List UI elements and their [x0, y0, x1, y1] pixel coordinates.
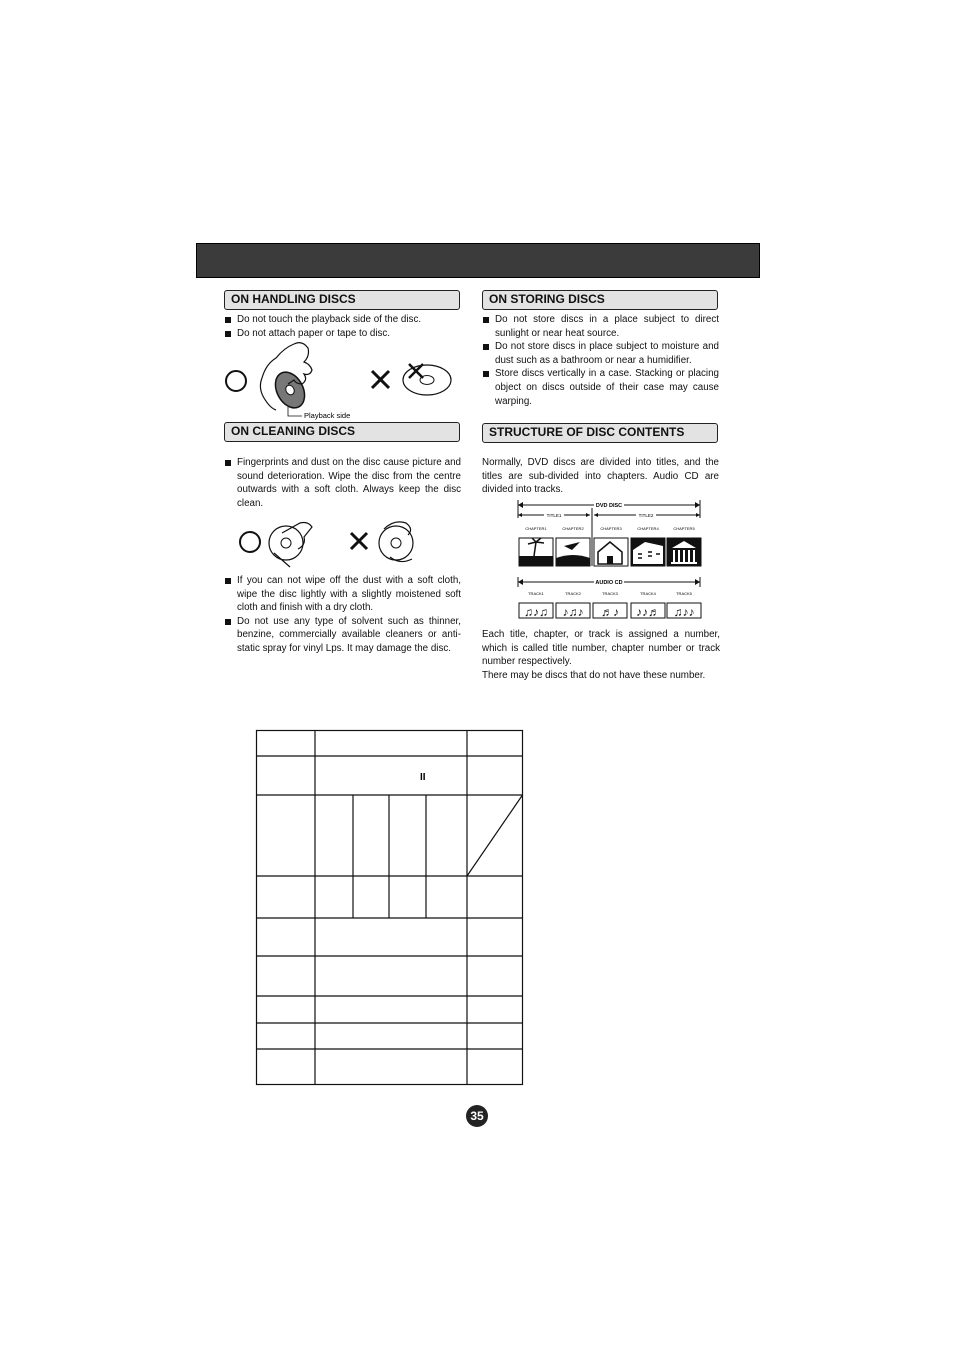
storing-heading: ON STORING DISCS	[482, 290, 718, 310]
structure-intro	[482, 456, 719, 497]
cleaning-list-top	[224, 456, 461, 510]
structure-outro-text: Each title, chapter, or track is assigned a number, which is called title number, chapter number or track number respectively.	[482, 629, 720, 668]
music-note-icon: ♪♫♪	[562, 605, 584, 619]
chapter-image-palm-icon	[519, 538, 553, 566]
structure-outro-note: There may be discs that do not have these number.	[482, 669, 706, 681]
cleaning-illustration	[234, 513, 434, 569]
handling-heading: ON HANDLING DISCS	[224, 290, 460, 310]
chapter-label: CHAPTER1	[525, 526, 547, 531]
music-note-icon: ♬♪	[601, 605, 619, 619]
track-label: TRACK1	[528, 591, 544, 596]
music-note-icon: ♪♪♬	[636, 605, 660, 619]
chapter-image-building-icon	[631, 538, 665, 566]
storing-item: Do not store discs in place subject to moisture and dust such as a bathroom or near a humidifier.	[482, 340, 719, 367]
ok-circle-icon	[240, 532, 260, 552]
title-label: TITLE1	[546, 513, 562, 518]
chapter-label: CHAPTER2	[562, 526, 584, 531]
cleaning-heading: ON CLEANING DISCS	[224, 422, 460, 442]
dvd-disc-label: DVD DISC	[595, 503, 623, 509]
spec-table	[255, 729, 525, 1087]
audio-cd-label: AUDIO CD	[595, 580, 623, 586]
handling-illustration	[222, 338, 462, 422]
ng-cross-icon	[351, 533, 367, 549]
chapter-label: CHAPTER3	[600, 526, 622, 531]
cleaning-item: Do not use any type of solvent such as thinner, benzine, commercially available cleaners or anti-static spray for vinyl Lps. It may damage the disc.	[224, 615, 461, 656]
cleaning-list-bottom	[224, 574, 461, 656]
track-label: TRACK3	[602, 591, 618, 596]
ok-circle-icon	[226, 371, 246, 391]
storing-list	[482, 313, 719, 408]
chapter-image-house-icon	[594, 538, 628, 566]
structure-diagram	[514, 498, 706, 622]
track-label: TRACK2	[565, 591, 581, 596]
chapter-label: CHAPTER5	[673, 526, 695, 531]
handling-list	[224, 313, 460, 340]
page-number-badge: 35	[466, 1105, 488, 1127]
music-note-icon: ♫♪♪	[673, 605, 695, 619]
title-label: TITLE2	[638, 513, 654, 518]
handling-item: Do not attach paper or tape to disc.	[224, 327, 460, 341]
structure-heading: STRUCTURE OF DISC CONTENTS	[482, 423, 718, 443]
storing-item: Store discs vertically in a case. Stacking or placing object on discs outside of their case may cause warping.	[482, 367, 719, 408]
handling-item: Do not touch the playback side of the disc.	[224, 313, 460, 327]
header-bar	[196, 243, 760, 278]
music-note-icon: ♫♪♫	[524, 605, 548, 619]
cleaning-item: If you can not wipe off the dust with a soft cloth, wipe the disc lightly with a slightly moistened soft cloth and finish with a dry cloth.	[224, 574, 461, 615]
chapter-label: CHAPTER4	[637, 526, 659, 531]
ng-cross-icon	[372, 371, 389, 388]
track-label: TRACK5	[676, 591, 692, 596]
storing-item: Do not store discs in a place subject to direct sunlight or near heat source.	[482, 313, 719, 340]
playback-side-caption: Playback side	[304, 411, 351, 420]
track-label: TRACK4	[640, 591, 656, 596]
cleaning-item: Fingerprints and dust on the disc cause picture and sound deterioration. Wipe the disc from the centre outwards with a soft cloth. Always keep the disc clean.	[224, 456, 461, 510]
roman-mark: II	[420, 772, 426, 783]
chapter-image-temple-icon	[667, 538, 701, 566]
structure-intro-text: Normally, DVD discs are divided into titles, and the titles are sub-divided into chapters. Audio CD are divided into tracks.	[482, 457, 719, 496]
chapter-image-island-icon	[556, 538, 590, 566]
structure-outro	[482, 628, 720, 682]
